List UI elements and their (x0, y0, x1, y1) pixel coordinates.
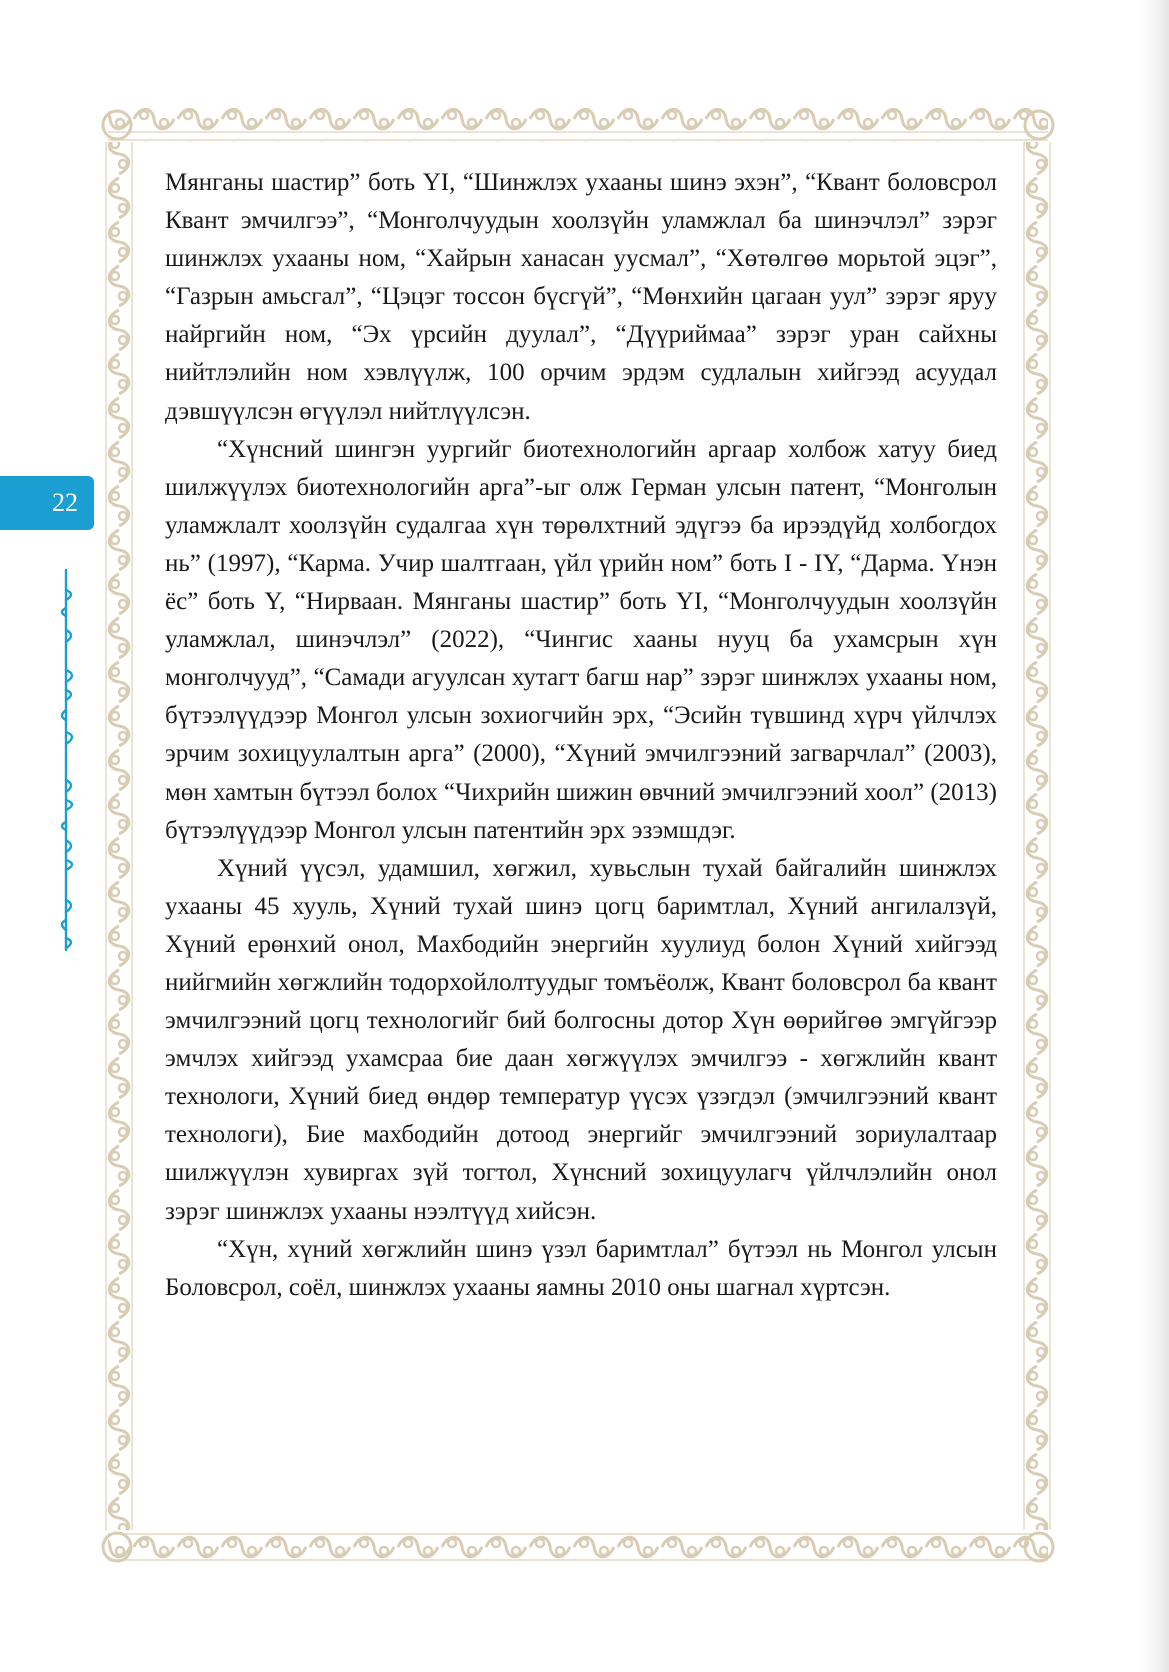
side-script-label (40, 560, 80, 960)
paragraph: “Хүнсний шингэн уургийг биотехнологийн аргаар холбож хатуу биед шилжүүлэх биотехнологийн арга”-ыг олж Герман улсын патент, “Монголын уламжлалт хоолзүйн судалгаа хүн төрөлхтний эдүгээ ба ирээдүйд холбогдох нь” (1997), “Карма. Учир шалтгаан, үйл үрийн ном” боть I - IY, “Дарма. Үнэн ёс” боть Y, “Нирваан. Мянганы шастир” боть YI, “Монголчуудын хоолзүйн уламжлал, шинэчлэл” (2022), “Чингис хааны нууц ба ухамсрын хүн монголчууд”, “Самади агуулсан хутагт багш нар” зэрэг шинжлэх ухааны ном, бүтээлүүдээр Монгол улсын зохиогчийн эрх, “Эсийн түвшинд хүрч үйлчлэх эрчим зохицуулалтын арга” (2000), “Хүний эмчилгээний загварчлал” (2003), мөн хамтын бүтээл болох “Чихрийн шижин өвчний эмчилгээний хоол” (2013) бүтээлүүдээр Монгол улсын патентийн эрх эзэмшдэг. (165, 435, 997, 844)
page-number: 22 (52, 488, 78, 517)
paragraph: Мянганы шастир” боть YI, “Шинжлэх ухааны шинэ эхэн”, “Квант боловсрол Квант эмчилгээ”, “Монголчуудын хоолзүйн уламжлал ба шинэчлэл” зэрэг шинжлэх ухааны ном, “Хайрын ханасан уусмал”, “Хөтөлгөө морьтой эцэг”, “Газрын амьсгал”, “Цэцэг тоссон бүсгүй”, “Мөнхийн цагаан уул” зэрэг яруу найргийн ном, “Эх үрсийн дуулал”, “Дүүриймаа” зэрэг уран сайхны нийтлэлийн ном хэвлүүлж, 100 орчим эрдэм судлалын хийгээд асуудал дэвшүүлсэн өгүүлэл нийтлүүлсэн. (165, 169, 997, 425)
page-number-tab (0, 476, 94, 530)
main-text (165, 164, 997, 1307)
paragraph: “Хүн, хүний хөгжлийн шинэ үзэл баримтлал” бүтээл нь Монгол улсын Боловсрол, соёл, шинжлэх ухааны яамны 2010 оны шагнал хүртсэн. (165, 1235, 997, 1301)
paragraph: Хүний үүсэл, удамшил, хөгжил, хувьслын тухай байгалийн шинжлэх ухааны 45 хууль, Хүний тухай шинэ цогц баримтлал, Хүний ангилалзүй, Хүний ерөнхий онол, Махбодийн энергийн хуулиуд болон Хүний хийгээд нийгмийн хөгжлийн тодорхойлолтуудыг томъёолж, Квант боловсрол ба квант эмчилгээний цогц технологийг бий болгосны дотор Хүн өөрийгөө эмгүйгээр эмчлэх хийгээд ухамсраа бие даан хөгжүүлэх эмчилгээ - хөгжлийн квант технологи, Хүний биед өндөр температур үүсэх үзэгдэл (эмчилгээний квант технологи), Бие махбодийн дотоод энергийг эмчилгээний зориулалтаар шилжүүлэн хувиргах зүй тогтол, Хүнсний зохицуулагч үйлчлэлийн онол зэрэг шинжлэх ухааны нээлтүүд хийсэн. (165, 854, 997, 1225)
